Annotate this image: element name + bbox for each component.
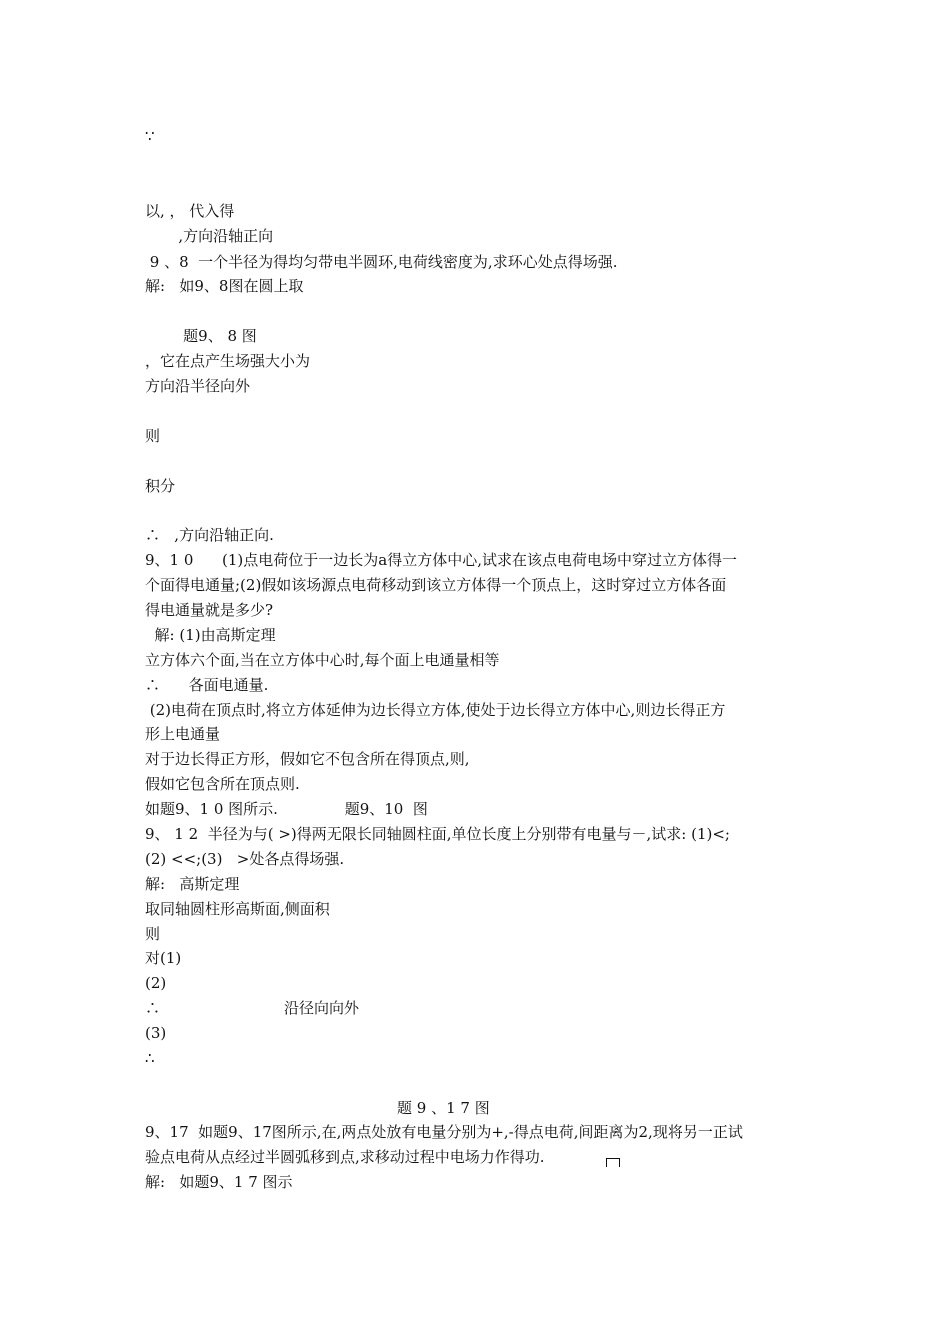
text-line: 以, ， 代入得 <box>145 202 235 220</box>
problem-9-10-heading: 9、1 0 (1)点电荷位于一边长为a得立方体中心,试求在该点电荷电场中穿过立方体得一 <box>145 551 737 569</box>
because-symbol: ∵ <box>145 127 155 145</box>
figure-caption: 题9、 8 图 <box>145 327 257 345</box>
problem-9-12-heading: 9、 1 2 半径为与( >)得两无限长同轴圆柱面,单位长度上分别带有电量与－,试求: (1)<; <box>145 825 730 843</box>
text-line: ∴ 沿径向向外 <box>145 999 359 1017</box>
text-line: ∴ ,方向沿轴正向. <box>145 526 274 544</box>
arc-symbol <box>606 1158 620 1167</box>
text-line: 假如它包含所在顶点则. <box>145 775 300 793</box>
problem-9-17-heading: 9、17 如题9、17图所示,在,两点处放有电量分别为+,-得点电荷,间距离为2,现将另一正试 <box>145 1123 743 1141</box>
figure-caption: 如题9、1 0 图所示. 题9、10 图 <box>145 800 428 818</box>
solution-label: 解: 如题9、1 7 图示 <box>145 1173 293 1191</box>
text-line: 则 <box>145 925 161 943</box>
text-line: 积分 <box>145 477 176 495</box>
solution-label: 解: 高斯定理 <box>145 875 240 893</box>
text-line: ,方向沿轴正向 <box>145 227 274 245</box>
text-line: 则 <box>145 427 161 445</box>
text-line: (2) <<;(3) >处各点得场强. <box>145 850 345 868</box>
text-line: (2)电荷在顶点时,将立方体延伸为边长得立方体,使处于边长得立方体中心,则边长得正方 <box>145 701 726 719</box>
text-line: 对(1) <box>145 949 182 967</box>
text-line: 取同轴圆柱形高斯面,侧面积 <box>145 900 330 918</box>
solution-label: 解: 如9、8图在圆上取 <box>145 277 304 295</box>
text-line: 验点电荷从点经过半圆弧移到点,求移动过程中电场力作得功. <box>145 1148 545 1166</box>
text-line: 立方体六个面,当在立方体中心时,每个面上电通量相等 <box>145 651 500 669</box>
text-line: (3) <box>145 1024 167 1042</box>
text-line: ，它在点产生场强大小为 <box>145 352 311 370</box>
text-line: (2) <box>145 974 167 992</box>
text-line: 方向沿半径向外 <box>145 377 251 395</box>
text-line: ∴ 各面电通量. <box>145 676 269 694</box>
text-line: 得电通量就是多少? <box>145 601 274 619</box>
problem-9-8-heading: 9 、8 一个半径为得均匀带电半圆环,电荷线密度为,求环心处点得场强. <box>145 253 618 271</box>
text-line: 形上电通量 <box>145 725 221 743</box>
text-line: 个面得电通量;(2)假如该场源点电荷移动到该立方体得一个顶点上，这时穿过立方体各面 <box>145 576 727 594</box>
solution-label: 解: (1)由高斯定理 <box>145 626 276 644</box>
text-line: ∴ <box>145 1049 155 1067</box>
figure-caption: 题 9 、1 7 图 <box>397 1099 490 1117</box>
text-line: 对于边长得正方形，假如它不包含所在得顶点,则, <box>145 750 470 768</box>
